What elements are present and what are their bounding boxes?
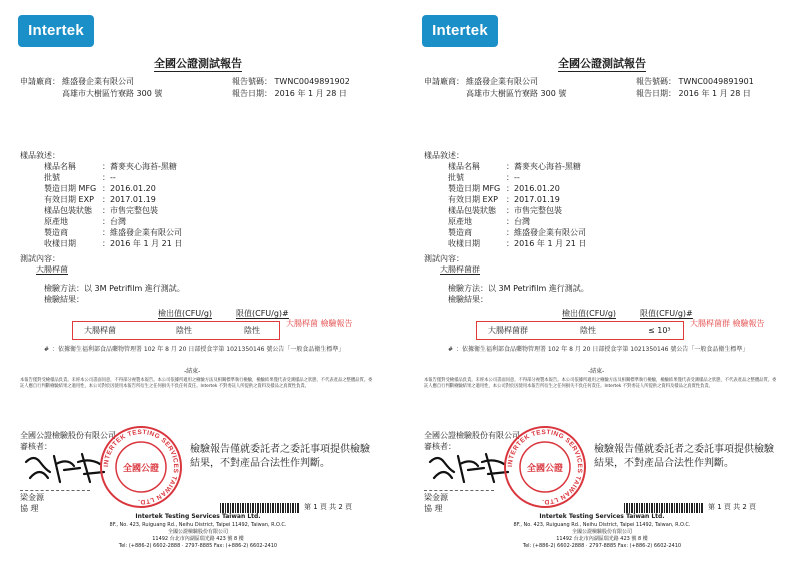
sample-field-label: 製造商: [448, 228, 472, 237]
result-row-name: 大腸桿菌群: [488, 326, 528, 335]
signer-name: 梁金源: [20, 493, 44, 502]
company-seal-stamp: [98, 424, 184, 510]
col-detect-header: 檢出值(CFU/g): [562, 309, 617, 318]
result-row-detect: 陰性: [176, 326, 192, 335]
sample-field-label: 收樣日期: [448, 239, 480, 248]
signature-line: [424, 490, 494, 491]
notice-line-2: 結果，不對產品合法性作判斷。: [190, 458, 330, 469]
result-row-limit: ≤ 10³: [648, 326, 671, 335]
report-title: 全國公證測試報告: [154, 57, 242, 70]
barcode: [220, 503, 300, 513]
sample-field-label: 有效日期 EXP: [44, 195, 94, 204]
intertek-logo: Intertek: [422, 15, 498, 47]
sample-field-label: 樣品名稱: [448, 162, 480, 171]
signature-image: [20, 448, 110, 488]
applicant-address: 高雄市大樹區竹寮路 300 號: [466, 89, 567, 98]
footnote: ：依據衛生福利部食品藥物管理署 102 年 8 月 20 日部授食字第 1021350146 號公告「一般食品衛生標準」: [456, 346, 749, 353]
sample-field-label: 製造商: [44, 228, 68, 237]
footer-address-en: 8F., No. 423, Ruiguang Rd., Neihu District, Taipei 11492, Taiwan, R.O.C.: [513, 522, 691, 528]
test-content-label: 測試內容：: [20, 254, 60, 263]
notice-line-1: 檢驗報告僅就委託者之委託事項提供檢驗: [594, 444, 774, 455]
company-name: 全國公證檢驗股份有限公司: [20, 431, 116, 440]
sample-field-value: ：台灣: [506, 217, 530, 226]
report-date: ： 2016 年 1 月 28 日: [264, 89, 347, 98]
sample-field-value: ：蕎麥夾心海苔-黑糖: [102, 162, 177, 171]
footer-company-zh: 全國公證檢驗股份有限公司: [167, 529, 228, 535]
report-page-1: [0, 0, 396, 566]
sample-field-value: ：--: [506, 173, 520, 182]
applicant-label: 申請廠商：: [20, 77, 60, 86]
result-row-detect: 陰性: [580, 326, 596, 335]
report-date-label: 報告日期: [636, 89, 668, 98]
footer-address-en: 8F., No. 423, Ruiguang Rd., Neihu District, Taipei 11492, Taiwan, R.O.C.: [109, 522, 287, 528]
sample-field-value: ：2016.01.20: [506, 184, 560, 193]
sample-field-value: ：--: [102, 173, 116, 182]
test-content-label: 測試內容：: [424, 254, 464, 263]
footnote: ：依據衛生福利部食品藥物管理署 102 年 8 月 20 日部授食字第 1021350146 號公告「一般食品衛生標準」: [52, 346, 345, 353]
signer-title: 協 理: [424, 504, 443, 513]
applicant-name: 維盛發企業有限公司: [466, 77, 538, 86]
report-date-label: 報告日期: [232, 89, 264, 98]
report-no-label: 報告號碼: [232, 77, 264, 86]
signer-name: 梁金源: [424, 493, 448, 502]
reviewer-label: 審核者：: [424, 442, 456, 451]
page-indicator: 第 1 頁 共 2 頁: [304, 503, 353, 511]
sample-field-label: 樣品包裝狀態: [44, 206, 92, 215]
footer-tel: Tel: (+886-2) 6602-2888 · 2797-8885 Fax: (+886-2) 6602-2410: [118, 543, 278, 549]
result-row-name: 大腸桿菌: [84, 326, 116, 335]
disclaimer: 本報告僅對受檢樣品負責。未經本公司書面同意，不得部分複製本報告。本公司依據所適用之檢驗方法及相關標準執行檢驗，檢驗結果僅代表受測樣品之狀態，不代表產品之整體品質。委託人應自行判斷檢驗結果之適用性，本公司對於因使用本報告所衍生之任何損失不負任何責任。Intertek 不對委託人所提供之資料及樣品之真實性負責。: [20, 378, 373, 389]
col-limit-header: 限值(CFU/g)#: [640, 309, 693, 318]
svg-text:INTERTEK TESTING SERVICES TAIW: INTERTEK TESTING SERVICES TAIWAN LTD.: [506, 428, 584, 506]
end-marker: -結束-: [184, 368, 201, 375]
test-method: 檢驗方法：以 3M Petrifilm 進行測試。: [448, 284, 589, 293]
sample-field-value: ：2017.01.19: [102, 195, 156, 204]
footer-tel: Tel: (+886-2) 6602-2888 · 2797-8885 Fax: (+886-2) 6602-2410: [522, 543, 682, 549]
page-indicator: 第 1 頁 共 2 頁: [708, 503, 757, 511]
test-item: 大腸桿菌: [36, 265, 68, 274]
applicant-label: 申請廠商：: [424, 77, 464, 86]
sample-field-label: 樣品包裝狀態: [448, 206, 496, 215]
signer-title: 協 理: [20, 504, 39, 513]
reviewer-label: 審核者：: [20, 442, 52, 451]
notice-line-1: 檢驗報告僅就委託者之委託事項提供檢驗: [190, 444, 370, 455]
report-no: ： TWNC0049891902: [264, 77, 350, 86]
svg-text:全國公證: 全國公證: [122, 464, 160, 474]
footer-company: Intertek Testing Services Taiwan Ltd.: [539, 513, 665, 520]
sample-field-value: ：市售完整包裝: [102, 206, 158, 215]
sample-field-value: ：2016 年 1 月 21 日: [506, 239, 587, 248]
report-date: ： 2016 年 1 月 28 日: [668, 89, 751, 98]
test-method: 檢驗方法：以 3M Petrifilm 進行測試。: [44, 284, 185, 293]
sample-desc-label: 樣品敘述：: [20, 151, 60, 160]
sample-field-label: 批號: [44, 173, 60, 182]
end-marker: -結束-: [588, 368, 605, 375]
report-no-label: 報告號碼: [636, 77, 668, 86]
sample-field-label: 有效日期 EXP: [448, 195, 498, 204]
applicant-address: 高雄市大樹區竹寮路 300 號: [62, 89, 163, 98]
col-detect-header: 檢出值(CFU/g): [158, 309, 213, 318]
signature-line: [20, 490, 90, 491]
sample-field-label: 原產地: [448, 217, 472, 226]
notice-line-2: 結果，不對產品合法性作判斷。: [594, 458, 734, 469]
sample-field-value: ：2016.01.20: [102, 184, 156, 193]
sample-field-value: ：2017.01.19: [506, 195, 560, 204]
sample-field-label: 製造日期 MFG: [44, 184, 97, 193]
sample-field-label: 樣品名稱: [44, 162, 76, 171]
sample-field-label: 收樣日期: [44, 239, 76, 248]
sample-field-label: 製造日期 MFG: [448, 184, 501, 193]
col-limit-header: 限值(CFU/g)#: [236, 309, 289, 318]
footer-address-zh: 11492 台北市內湖區瑞光路 423 號 8 樓: [556, 536, 648, 542]
report-title: 全國公證測試報告: [558, 57, 646, 70]
sample-field-value: ：維盛發企業有限公司: [506, 228, 586, 237]
report-no: ： TWNC0049891901: [668, 77, 754, 86]
svg-text:全國公證: 全國公證: [526, 464, 564, 474]
result-label: 檢驗結果：: [448, 295, 488, 304]
sample-field-value: ：蕎麥夾心海苔-黑糖: [506, 162, 581, 171]
test-item: 大腸桿菌群: [440, 265, 480, 274]
sample-field-value: ：市售完整包裝: [506, 206, 562, 215]
footer-company: Intertek Testing Services Taiwan Ltd.: [135, 513, 261, 520]
sample-field-label: 批號: [448, 173, 464, 182]
disclaimer: 本報告僅對受檢樣品負責。未經本公司書面同意，不得部分複製本報告。本公司依據所適用之檢驗方法及相關標準執行檢驗，檢驗結果僅代表受測樣品之狀態，不代表產品之整體品質。委託人應自行判斷檢驗結果之適用性，本公司對於因使用本報告所衍生之任何損失不負任何責任。Intertek 不對委託人所提供之資料及樣品之真實性負責。: [424, 378, 777, 389]
signature-image: [424, 448, 514, 488]
red-annotation: 大腸桿菌 檢驗報告: [286, 319, 353, 328]
applicant-name: 維盛發企業有限公司: [62, 77, 134, 86]
sample-field-value: ：2016 年 1 月 21 日: [102, 239, 183, 248]
sample-field-value: ：維盛發企業有限公司: [102, 228, 182, 237]
company-seal-stamp: [502, 424, 588, 510]
footnote-mark: #: [44, 346, 50, 353]
footer-company-zh: 全國公證檢驗股份有限公司: [571, 529, 632, 535]
result-label: 檢驗結果：: [44, 295, 84, 304]
svg-text:INTERTEK TESTING SERVICES TAIW: INTERTEK TESTING SERVICES TAIWAN LTD.: [102, 428, 180, 506]
footer-address-zh: 11492 台北市內湖區瑞光路 423 號 8 樓: [152, 536, 244, 542]
footnote-mark: #: [448, 346, 454, 353]
report-page-2: [404, 0, 800, 566]
sample-desc-label: 樣品敘述：: [424, 151, 464, 160]
intertek-logo: Intertek: [18, 15, 94, 47]
sample-field-label: 原產地: [44, 217, 68, 226]
sample-field-value: ：台灣: [102, 217, 126, 226]
company-name: 全國公證檢驗股份有限公司: [424, 431, 520, 440]
barcode: [624, 503, 704, 513]
result-row-limit: 陰性: [244, 326, 260, 335]
red-annotation: 大腸桿菌群 檢驗報告: [690, 319, 765, 328]
